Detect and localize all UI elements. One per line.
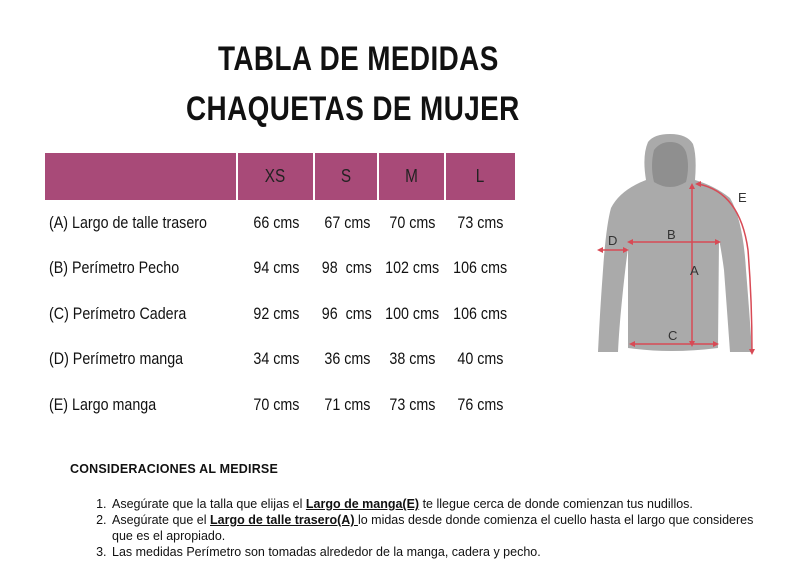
row-label: (E) Largo manga — [49, 394, 157, 414]
cell-l: 106 cms — [453, 303, 508, 323]
cell-xs: 70 cms — [253, 394, 300, 414]
cell-s: 36 cms — [323, 349, 371, 369]
table-header — [45, 153, 515, 200]
size-table — [45, 153, 515, 428]
cell-l: 76 cms — [457, 394, 504, 414]
cell-xs: 34 cms — [253, 349, 300, 369]
cell-xs: 94 cms — [253, 258, 300, 278]
header-cell-m: M — [379, 153, 446, 200]
considerations-title: CONSIDERACIONES AL MEDIRSE — [70, 462, 279, 476]
label-b: B — [667, 227, 676, 242]
cell-l: 106 cms — [453, 258, 508, 278]
cell-s: 98 cms — [321, 258, 373, 278]
cell-m: 70 cms — [389, 212, 436, 232]
list-item: 3. Las medidas Perímetro son tomadas alrededor de la manga, cadera y pecho. — [110, 544, 770, 560]
label-a: A — [690, 263, 699, 278]
table-row — [45, 337, 515, 383]
list-item: 1. Asegúrate que la talla que elijas el Largo de manga(E) te llegue cerca de donde comienzan tus nudillos. — [110, 496, 770, 512]
label-e: E — [738, 190, 747, 205]
page-title-line-2: CHAQUETAS DE MUJER — [186, 90, 520, 128]
table-row — [45, 382, 515, 428]
list-item: 2. Asegúrate que el Largo de talle trasero(A) lo midas desde donde comienza el cuello hasta el largo que consideres que es el apropiado. — [110, 512, 770, 544]
row-label: (A) Largo de talle trasero — [49, 212, 207, 232]
row-label: (D) Perímetro manga — [49, 349, 184, 369]
cell-s: 67 cms — [323, 212, 371, 232]
label-d: D — [608, 233, 618, 248]
considerations-list — [70, 496, 770, 560]
cell-s: 71 cms — [323, 394, 371, 414]
table-row — [45, 291, 515, 337]
hoodie-icon — [598, 134, 752, 352]
table-row — [45, 200, 515, 246]
row-label: (C) Perímetro Cadera — [49, 303, 187, 323]
page-title-line-1: TABLA DE MEDIDAS — [218, 40, 499, 78]
cell-m: 38 cms — [389, 349, 436, 369]
cell-xs: 66 cms — [253, 212, 300, 232]
cell-xs: 92 cms — [253, 303, 300, 323]
cell-s: 96 cms — [321, 303, 373, 323]
header-cell-l: L — [446, 153, 515, 200]
label-c: C — [668, 328, 678, 343]
considerations-section — [70, 462, 770, 560]
cell-l: 73 cms — [457, 212, 504, 232]
table-row — [45, 246, 515, 292]
hoodie-measurement-diagram — [590, 130, 770, 365]
cell-m: 102 cms — [385, 258, 440, 278]
header-cell-s: S — [315, 153, 379, 200]
header-cell-xs: XS — [238, 153, 315, 200]
cell-l: 40 cms — [457, 349, 504, 369]
cell-m: 100 cms — [385, 303, 440, 323]
header-cell-label — [45, 153, 238, 200]
row-label: (B) Perímetro Pecho — [49, 258, 180, 278]
cell-m: 73 cms — [389, 394, 436, 414]
